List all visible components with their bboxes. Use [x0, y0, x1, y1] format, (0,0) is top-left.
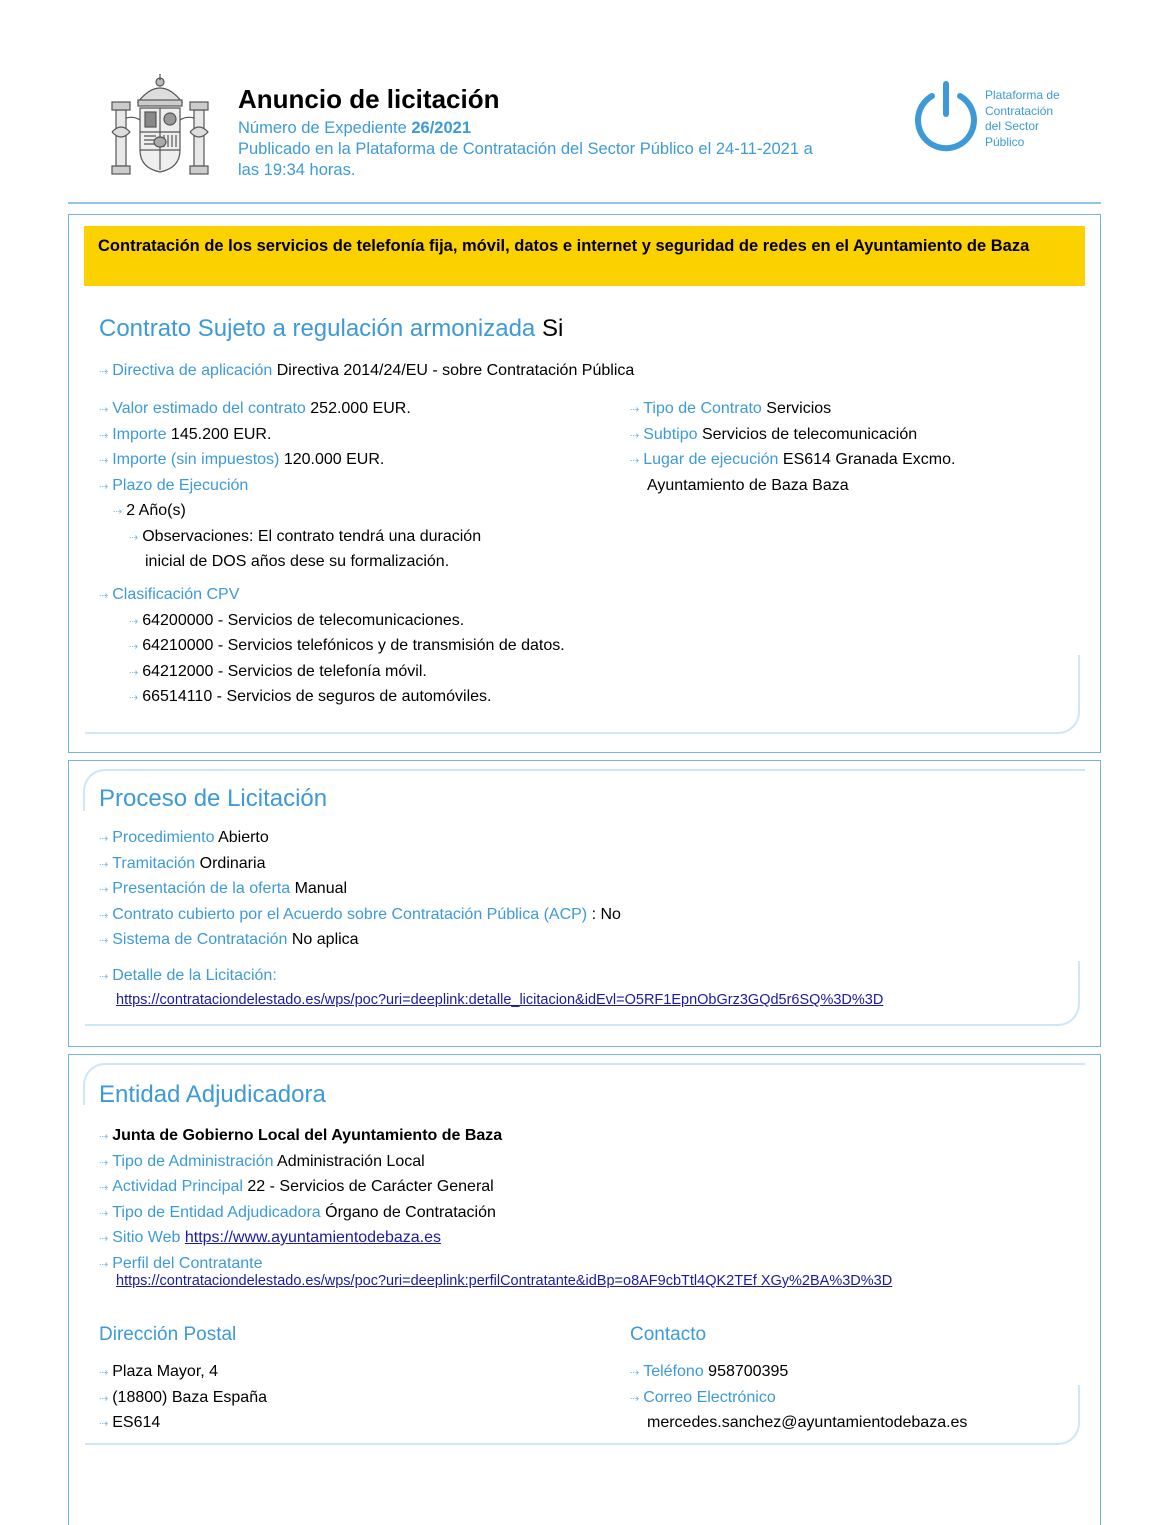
detalle-row: [99, 964, 277, 990]
correo-label: Correo Electrónico: [643, 1388, 776, 1406]
procedimiento-row: [99, 826, 621, 852]
contract-title: Contratación de los servicios de telefonía fija, móvil, datos e internet y seguridad de redes en el Ayuntamiento de Baza: [98, 237, 1030, 255]
sistema-value: No aplica: [291, 931, 359, 948]
arrow-bullet-icon: ⇢: [99, 404, 109, 416]
armonizada-value: Si: [541, 315, 564, 342]
importe-sin-row: [99, 448, 481, 474]
arrow-bullet-icon: ⇢: [129, 615, 139, 628]
detalle-link[interactable]: https://contrataciondelestado.es/wps/poc?uri=deeplink:detalle_licitacion&idEvl=O5RF1EpnObGrz3GQd5r6SQ%3D%3D: [116, 992, 884, 1008]
arrow-bullet-icon: ⇢: [129, 666, 139, 679]
tipo-value: Servicios: [766, 400, 832, 417]
importe-label: Importe: [112, 425, 167, 443]
coat-of-arms-icon: [108, 72, 212, 184]
direccion-line: (18800) Baza España: [112, 1388, 267, 1406]
published-line-2: las 19:34 horas.: [238, 161, 356, 179]
presentacion-row: [99, 877, 621, 903]
correo-value: mercedes.sanchez@ayuntamientodebaza.es: [647, 1414, 968, 1431]
valor-row: [99, 397, 481, 423]
procedimiento-value: Abierto: [218, 829, 269, 846]
page-title: Anuncio de licitación: [238, 84, 500, 114]
arrow-bullet-icon: ⇢: [99, 935, 109, 947]
arrow-bullet-icon: ⇢: [99, 1418, 109, 1430]
arrow-bullet-icon: ⇢: [99, 1367, 109, 1379]
importe-sin-value: 120.000 EUR.: [283, 451, 385, 468]
arrow-bullet-icon: ⇢: [99, 1131, 109, 1143]
sitio-web-row: [99, 1226, 502, 1252]
tramitacion-label: Tramitación: [112, 854, 196, 872]
tramitacion-row: [99, 852, 621, 878]
acp-label: Contrato cubierto por el Acuerdo sobre Contratación Pública (ACP): [112, 905, 588, 923]
presentacion-label: Presentación de la oferta: [112, 880, 291, 897]
cpv-item: 66514110 - Servicios de seguros de automóviles.: [142, 688, 492, 705]
perfil-link-wrap: [116, 1272, 892, 1290]
plazo-label: Plazo de Ejecución: [112, 476, 249, 494]
arrow-bullet-icon: ⇢: [99, 1207, 109, 1220]
tipo-entidad-label: Tipo de Entidad Adjudicadora: [112, 1203, 321, 1221]
detalle-link-wrap: [116, 991, 883, 1009]
perfil-link[interactable]: https://contrataciondelestado.es/wps/poc?uri=deeplink:perfilContratante&idBp=o8AF9cbTtl4QK2TEf XGy%2BA%3D%3D: [116, 1273, 893, 1289]
power-icon: [908, 80, 984, 156]
arrow-bullet-icon: ⇢: [99, 884, 109, 896]
actividad-value: 22 - Servicios de Carácter General: [247, 1178, 494, 1195]
arrow-bullet-icon: ⇢: [99, 455, 109, 467]
tramitacion-value: Ordinaria: [199, 854, 266, 872]
entidad-list: [99, 1124, 502, 1277]
armonizada-heading: [99, 315, 563, 343]
procedimiento-label: Procedimiento: [112, 829, 215, 846]
sistema-row: [99, 928, 621, 954]
arrow-bullet-icon: ⇢: [113, 506, 123, 518]
subtipo-value: Servicios de telecomunicación: [701, 425, 918, 443]
list-item: [99, 609, 565, 635]
telefono-row: [630, 1360, 967, 1386]
arrow-bullet-icon: ⇢: [99, 1182, 109, 1194]
arrow-bullet-icon: ⇢: [630, 455, 640, 467]
entidad-heading: Entidad Adjudicadora: [99, 1081, 326, 1108]
arrow-bullet-icon: ⇢: [99, 1392, 109, 1405]
arrow-bullet-icon: ⇢: [630, 429, 640, 442]
arrow-bullet-icon: ⇢: [99, 480, 109, 493]
arrow-bullet-icon: ⇢: [99, 909, 109, 922]
contract-title-banner: [84, 226, 1085, 286]
telefono-label: Teléfono: [643, 1363, 704, 1380]
list-item: [99, 1386, 267, 1412]
lugar-row-2: Ayuntamiento de Baza Baza: [647, 476, 849, 494]
tipo-admin-row: [99, 1150, 502, 1176]
detalle-label: Detalle de la Licitación:: [112, 967, 277, 984]
importe-row: [99, 423, 481, 449]
directiva-value: Directiva 2014/24/EU - sobre Contratación Pública: [276, 362, 635, 379]
lugar-value: ES614 Granada Excmo.: [782, 451, 956, 468]
directiva-row: [99, 359, 634, 385]
arrow-bullet-icon: ⇢: [630, 1392, 640, 1405]
arrow-bullet-icon: ⇢: [99, 429, 109, 442]
plazo-value: 2 Año(s): [126, 502, 186, 519]
expediente-label: Número de Expediente: [238, 119, 407, 137]
cpv-item: 64200000 - Servicios de telecomunicaciones.: [142, 611, 465, 629]
contacto-list: [630, 1360, 967, 1436]
correo-row: [630, 1386, 967, 1412]
tipo-entidad-row: [99, 1201, 502, 1227]
list-item: [99, 634, 565, 660]
entidad-name: Junta de Gobierno Local del Ayuntamiento de Baza: [112, 1127, 503, 1144]
tipo-label: Tipo de Contrato: [643, 400, 762, 417]
lugar-row: [630, 448, 955, 474]
list-item: [99, 1360, 267, 1386]
contract-left-column: [99, 397, 481, 575]
perfil-label: Perfil del Contratante: [112, 1254, 263, 1272]
cpv-item: 64210000 - Servicios telefónicos y de transmisión de datos.: [142, 637, 565, 654]
expediente-line: [238, 118, 471, 139]
published-line-1: Publicado en la Plataforma de Contratación del Sector Público el 24-11-2021 a: [238, 140, 813, 158]
actividad-label: Actividad Principal: [112, 1178, 243, 1195]
tipo-entidad-value: Órgano de Contratación: [325, 1203, 496, 1221]
logo-line: del Sector: [985, 119, 1040, 133]
importe-value: 145.200 EUR.: [170, 425, 272, 443]
actividad-row: [99, 1175, 502, 1201]
sitio-web-label: Sitio Web: [112, 1229, 181, 1246]
list-item: [99, 1411, 267, 1437]
arrow-bullet-icon: ⇢: [99, 366, 109, 378]
sitio-web-link[interactable]: https://www.ayuntamientodebaza.es: [184, 1229, 442, 1246]
arrow-bullet-icon: ⇢: [99, 858, 109, 871]
expediente-value: 26/2021: [411, 119, 472, 137]
observaciones-row: [99, 525, 481, 551]
lugar-label: Lugar de ejecución: [643, 451, 779, 468]
proceso-heading: Proceso de Licitación: [99, 785, 328, 812]
list-item: [99, 685, 565, 711]
importe-sin-label: Importe (sin impuestos): [112, 451, 280, 468]
logo-line: Contratación: [985, 103, 1054, 118]
tipo-admin-label: Tipo de Administración: [112, 1152, 274, 1170]
entidad-name-row: [99, 1124, 502, 1150]
arrow-bullet-icon: ⇢: [99, 1258, 109, 1271]
arrow-bullet-icon: ⇢: [630, 1367, 640, 1379]
valor-label: Valor estimado del contrato: [112, 400, 306, 417]
cpv-block: [99, 583, 565, 711]
tipo-row: [630, 397, 955, 423]
arrow-bullet-icon: ⇢: [630, 404, 640, 416]
arrow-bullet-icon: ⇢: [99, 590, 109, 602]
armonizada-label: Contrato Sujeto a regulación armonizada: [99, 315, 536, 342]
valor-value: 252.000 EUR.: [310, 400, 411, 417]
cpv-row: [99, 583, 565, 609]
presentacion-value: Manual: [294, 880, 348, 897]
tipo-admin-value: Administración Local: [277, 1152, 425, 1170]
arrow-bullet-icon: ⇢: [129, 692, 139, 704]
logo-line: Público: [985, 134, 1025, 149]
direccion-heading: Dirección Postal: [99, 1324, 237, 1345]
sistema-label: Sistema de Contratación: [112, 931, 288, 948]
logo-line: Plataforma de: [985, 88, 1060, 102]
subtipo-row: [630, 423, 955, 449]
telefono-value: 958700395: [708, 1363, 789, 1380]
acp-row: [99, 903, 621, 929]
arrow-bullet-icon: ⇢: [99, 1156, 109, 1169]
arrow-bullet-icon: ⇢: [99, 971, 109, 983]
direccion-list: [99, 1360, 267, 1437]
contract-right-column: [630, 397, 955, 498]
directiva-label: Directiva de aplicación: [112, 362, 273, 379]
header-divider: [68, 202, 1101, 204]
observaciones-row-2: inicial de DOS años dese su formalización.: [145, 553, 450, 570]
observaciones-line-1: Observaciones: El contrato tendrá una duración: [142, 527, 482, 545]
direccion-line: Plaza Mayor, 4: [112, 1363, 219, 1380]
cpv-label: Clasificación CPV: [112, 586, 240, 603]
proceso-list: [99, 826, 621, 954]
acp-value: : No: [591, 905, 621, 923]
arrow-bullet-icon: ⇢: [129, 641, 139, 653]
direccion-line: ES614: [112, 1414, 161, 1431]
plazo-value-row: [99, 499, 481, 525]
arrow-bullet-icon: ⇢: [99, 833, 109, 845]
cpv-item: 64212000 - Servicios de telefonía móvil.: [142, 662, 427, 680]
contacto-heading: Contacto: [630, 1324, 707, 1345]
arrow-bullet-icon: ⇢: [99, 1233, 109, 1245]
platform-logo-text: [985, 88, 1085, 150]
arrow-bullet-icon: ⇢: [129, 531, 139, 544]
plazo-row: [99, 474, 481, 500]
list-item: [99, 660, 565, 686]
subtipo-label: Subtipo: [643, 425, 698, 443]
